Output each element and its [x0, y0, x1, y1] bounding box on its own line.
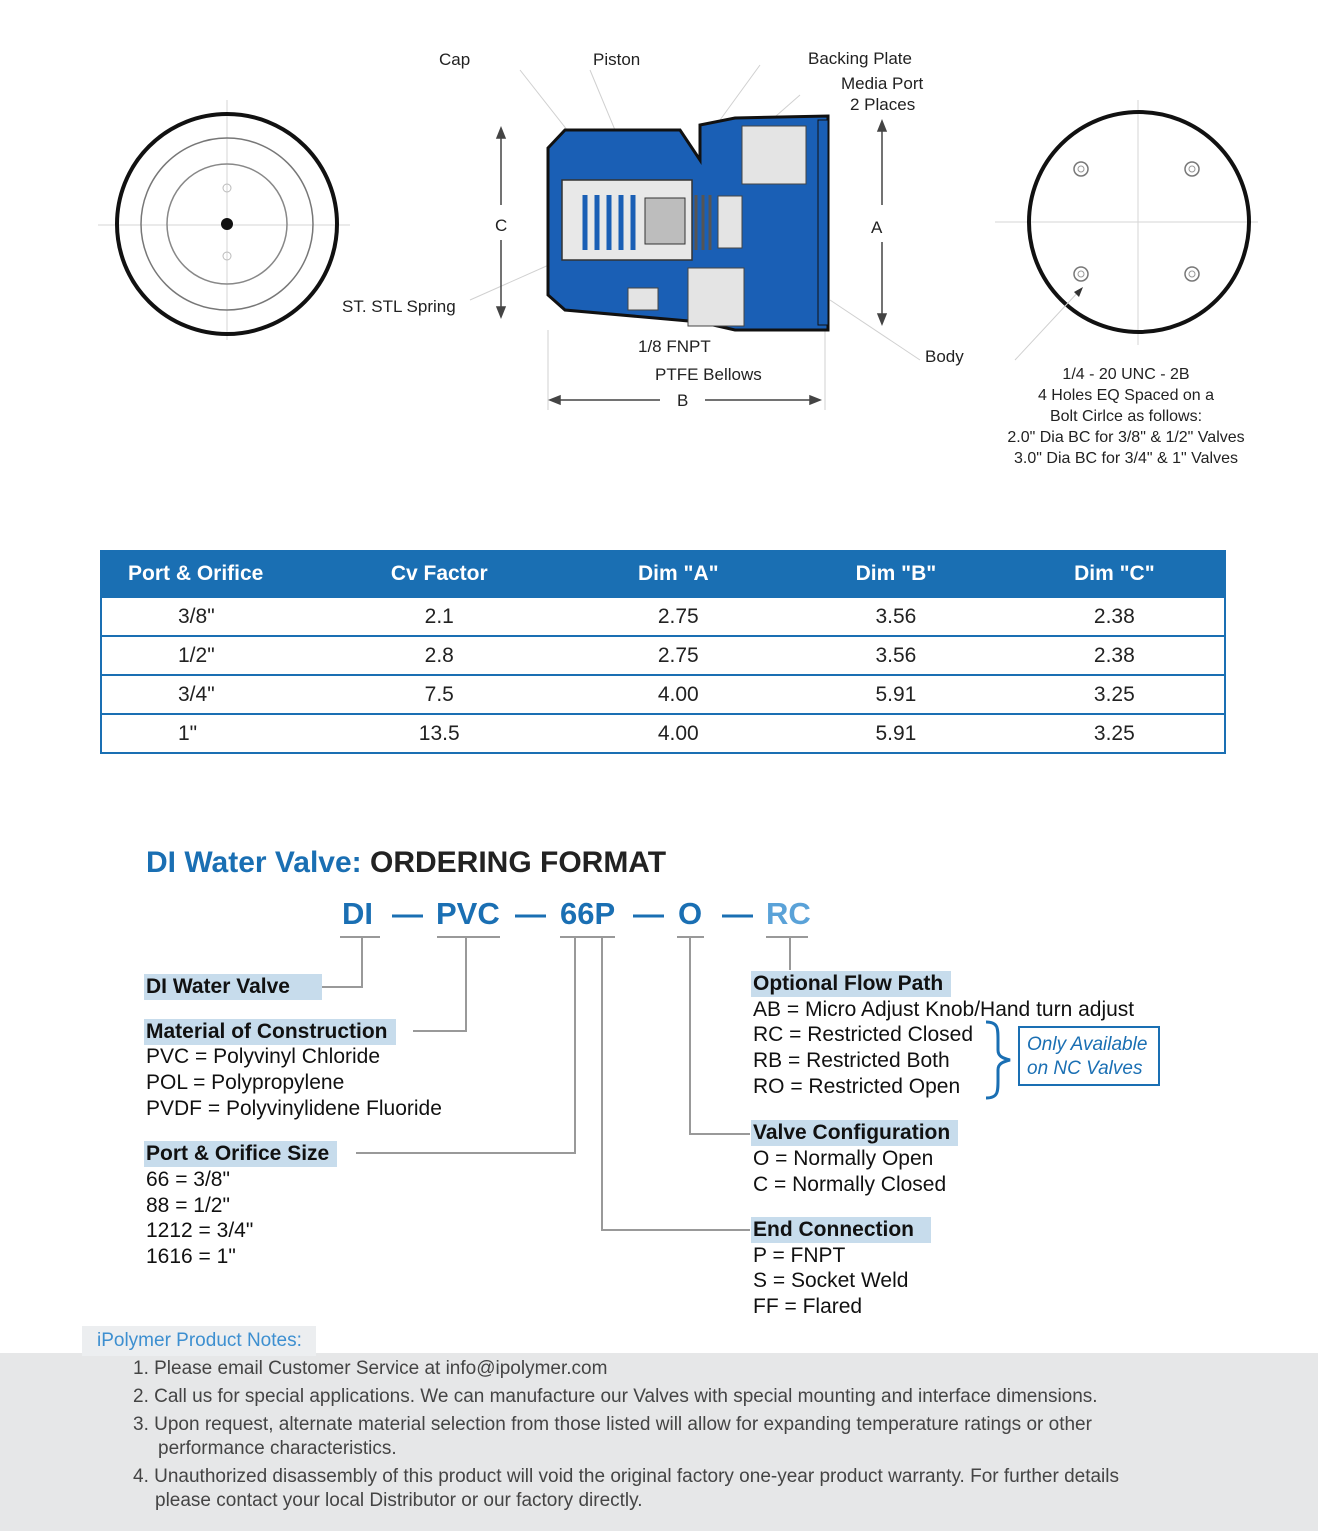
table-cell: 2.1 [309, 597, 569, 636]
port-option: 1212 = 3/4" [146, 1219, 254, 1242]
port-option: 88 = 1/2" [146, 1194, 230, 1217]
end-view-right [995, 100, 1258, 360]
note-item: 3. Upon request, alternate material selection from those listed will allow for expanding temperature ratings or other performance characteristics. [133, 1414, 1092, 1459]
table-cell: 3/8" [101, 597, 309, 636]
label-media-port: Media Port [841, 74, 924, 93]
label-dim-a: A [871, 218, 883, 237]
label-backing-plate: Backing Plate [808, 49, 912, 68]
code-dash: — [633, 896, 664, 931]
label-piston: Piston [593, 50, 641, 69]
label-two-places: 2 Places [850, 95, 916, 114]
label-cap: Cap [439, 50, 471, 69]
di-water-valve-heading: DI Water Valve [144, 974, 322, 1000]
end-connection-heading: End Connection [751, 1217, 931, 1243]
col-header: Dim "A" [569, 551, 787, 597]
flow-option: AB = Micro Adjust Knob/Hand turn adjust [753, 998, 1135, 1021]
valve-config-heading: Valve Configuration [751, 1120, 958, 1146]
end-view-left [98, 100, 350, 340]
label-dim-b: B [677, 391, 689, 410]
material-option: PVDF = Polyvinylidene Fluoride [146, 1097, 442, 1120]
code-o: O [678, 896, 703, 931]
port-size-heading: Port & Orifice Size [144, 1141, 337, 1167]
bolt-note-line: 2.0" Dia BC for 3/8" & 1/2" Valves [1007, 429, 1245, 446]
flow-option: RC = Restricted Closed [753, 1023, 973, 1046]
brace-icon [982, 1020, 1016, 1100]
valve-body-section [548, 116, 828, 330]
table-cell: 1/2" [101, 636, 309, 675]
end-option: P = FNPT [753, 1244, 846, 1267]
table-cell: 4.00 [569, 675, 787, 714]
ordering-title [146, 846, 666, 880]
table-cell: 2.38 [1005, 597, 1225, 636]
code-dash: — [392, 896, 423, 931]
note-item: 2. Call us for special applications. We can manufacture our Valves with special mounting and interface dimensions. [133, 1386, 1098, 1407]
table-cell: 3.56 [787, 636, 1005, 675]
port-option: 66 = 3/8" [146, 1168, 230, 1191]
table-cell: 3/4" [101, 675, 309, 714]
label-body: Body [925, 347, 964, 366]
bolt-note [985, 364, 1267, 469]
col-header: Port & Orifice [101, 551, 309, 597]
bolt-note-line: 1/4 - 20 UNC - 2B [1062, 366, 1190, 383]
table-cell: 2.38 [1005, 636, 1225, 675]
material-option: POL = Polypropylene [146, 1071, 345, 1094]
port-option: 1616 = 1" [146, 1245, 236, 1268]
code-dash: — [722, 896, 753, 931]
table-cell: 3.25 [1005, 675, 1225, 714]
table-cell: 5.91 [787, 675, 1005, 714]
nc-only-note [1018, 1026, 1160, 1086]
code-pvc: PVC [436, 896, 500, 931]
label-spring: ST. STL Spring [342, 297, 456, 316]
dimension-table [100, 550, 1226, 754]
material-option: PVC = Polyvinyl Chloride [146, 1045, 381, 1068]
label-bellows: PTFE Bellows [655, 365, 762, 384]
label-dim-c: C [495, 216, 508, 235]
config-option: C = Normally Closed [753, 1173, 947, 1196]
bolt-note-line: 3.0" Dia BC for 3/4" & 1" Valves [1014, 450, 1238, 467]
table-header-row [101, 551, 1225, 597]
table-cell: 7.5 [309, 675, 569, 714]
material-heading: Material of Construction [144, 1019, 396, 1045]
ordering-title-format: ORDERING FORMAT [369, 846, 667, 879]
table-row [101, 675, 1225, 714]
notes-title: iPolymer Product Notes: [82, 1326, 316, 1356]
config-option: O = Normally Open [753, 1147, 934, 1170]
note-item: 1. Please email Customer Service at info@ipolymer.com [133, 1358, 608, 1379]
notes-list [133, 1357, 1193, 1517]
col-header: Dim "B" [787, 551, 1005, 597]
note-item: 4. Unauthorized disassembly of this product will void the original factory one-year product warranty. For further details please contact your local Distributor or our factory directly. [133, 1466, 1119, 1511]
table-row [101, 714, 1225, 753]
table-cell: 3.25 [1005, 714, 1225, 753]
end-option: FF = Flared [753, 1295, 863, 1318]
table-cell: 2.75 [569, 636, 787, 675]
ordering-title-product: DI Water Valve: [146, 846, 362, 879]
bolt-note-line: Bolt Cirlce as follows: [1049, 408, 1203, 425]
nc-note-line: on NC Valves [1027, 1058, 1143, 1079]
code-66p: 66P [560, 896, 616, 931]
table-row [101, 636, 1225, 675]
end-option: S = Socket Weld [753, 1269, 909, 1292]
label-fnpt: 1/8 FNPT [638, 337, 711, 356]
table-cell: 2.75 [569, 597, 787, 636]
bolt-note-line: 4 Holes EQ Spaced on a [1037, 387, 1215, 404]
code-dash: — [515, 896, 546, 931]
table-row [101, 597, 1225, 636]
code-rc: RC [766, 896, 811, 931]
flow-option: RO = Restricted Open [753, 1075, 961, 1098]
nc-note-line: Only Available [1027, 1034, 1148, 1055]
flow-option: RB = Restricted Both [753, 1049, 950, 1072]
table-cell: 1" [101, 714, 309, 753]
table-cell: 2.8 [309, 636, 569, 675]
table-cell: 4.00 [569, 714, 787, 753]
table-cell: 3.56 [787, 597, 1005, 636]
code-di: DI [342, 896, 373, 931]
col-header: Cv Factor [309, 551, 569, 597]
col-header: Dim "C" [1005, 551, 1225, 597]
table-cell: 13.5 [309, 714, 569, 753]
flow-path-heading: Optional Flow Path [751, 971, 951, 997]
table-cell: 5.91 [787, 714, 1005, 753]
